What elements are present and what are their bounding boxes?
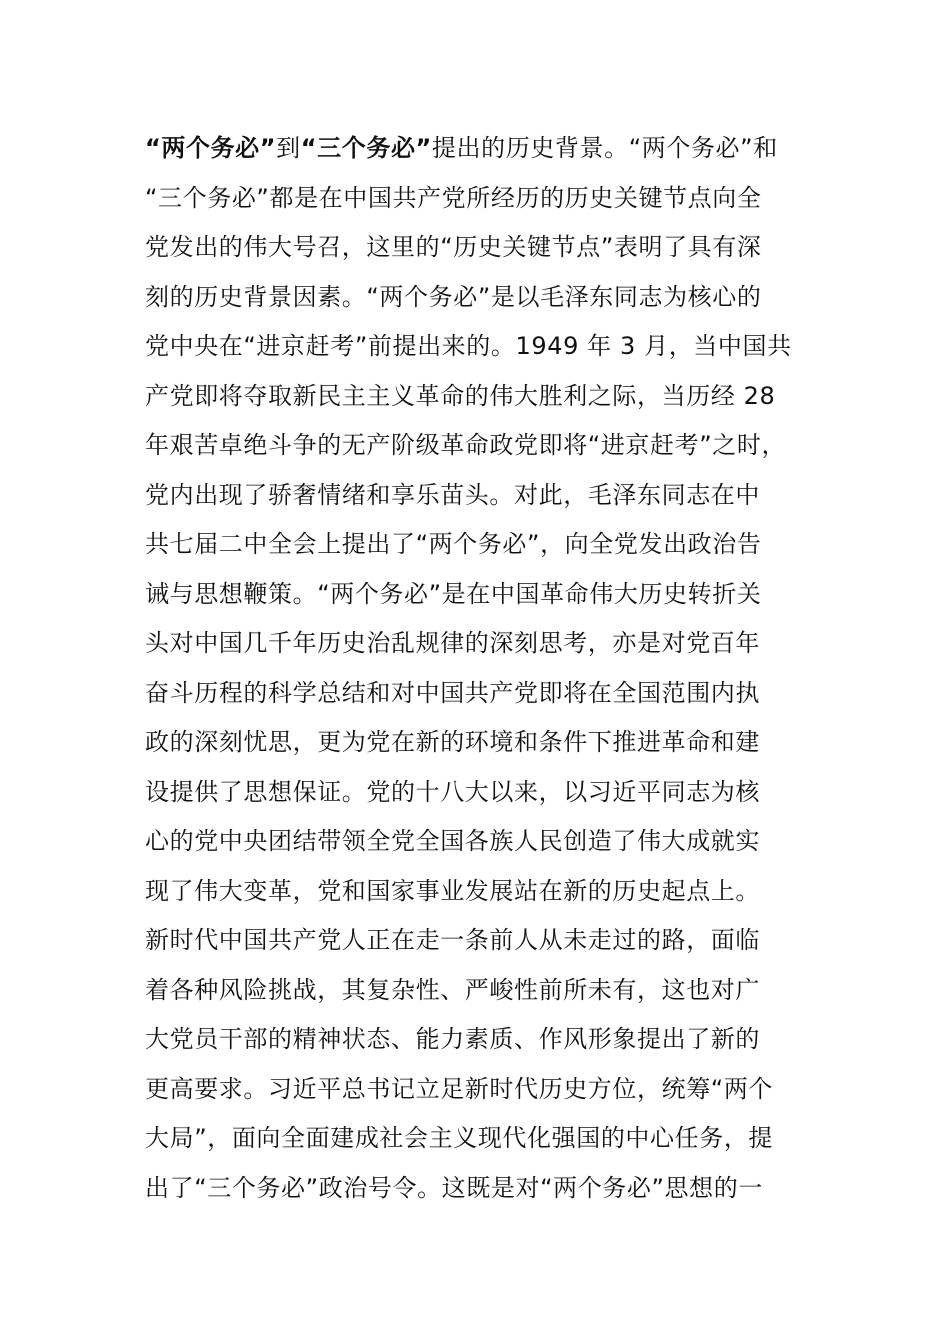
paragraph-line-15: 心的党中央团结带领全党全国各族人民创造了伟大成就实	[145, 827, 760, 855]
bold-heading-phrase-2: “三个务必”	[300, 134, 432, 162]
bold-heading-phrase-1: “两个务必”	[145, 134, 277, 162]
paragraph-line-17: 新时代中国共产党人正在走一条前人从未走过的路，面临	[145, 926, 760, 954]
paragraph-line-8: 党内出现了骄奢情绪和享乐苗头。对此，毛泽东同志在中	[145, 480, 760, 509]
paragraph-line-9: 共七届二中全会上提出了“两个务必”，向全党发出政治告	[145, 530, 762, 558]
paragraph-line-4: 刻的历史背景因素。“两个务必”是以毛泽东同志为核心的	[145, 282, 762, 311]
paragraph-line-18: 着各种风险挑战，其复杂性、严峻性前所未有，这也对广	[145, 975, 760, 1004]
paragraph-line-21: 大局”，面向全面建成社会主义现代化强国的中心任务，提	[145, 1124, 774, 1152]
paragraph-line-5: 党中央在“进京赶考”前提出来的。1949 年 3 月，当中国共	[145, 332, 792, 360]
line-continuation: 提出的历史背景。“两个务必”和	[431, 134, 778, 162]
paragraph-line-19: 大党员干部的精神状态、能力素质、作风形象提出了新的	[145, 1025, 760, 1053]
connector-text: 到	[276, 134, 301, 162]
paragraph-line-1	[145, 124, 825, 174]
paragraph-line-14: 设提供了思想保证。党的十八大以来，以习近平同志为核	[145, 777, 760, 806]
paragraph-line-3: 党发出的伟大号召，这里的“历史关键节点”表明了具有深	[145, 233, 762, 261]
paragraph-line-16: 现了伟大变革，党和国家事业发展站在新的历史起点上。	[145, 876, 760, 905]
body-paragraph	[145, 124, 825, 1213]
paragraph-line-2: “三个务必”都是在中国共产党所经历的历史关键节点向全	[145, 183, 762, 212]
paragraph-line-20: 更高要求。习近平总书记立足新时代历史方位，统筹“两个	[145, 1074, 774, 1103]
paragraph-line-12: 奋斗历程的科学总结和对中国共产党即将在全国范围内执	[145, 678, 760, 707]
paragraph-line-13: 政的深刻忧思，更为党在新的环境和条件下推进革命和建	[145, 728, 760, 756]
paragraph-line-7: 年艰苦卓绝斗争的无产阶级革命政党即将“进京赶考”之时，	[145, 431, 787, 459]
paragraph-line-6: 产党即将夺取新民主主义革命的伟大胜利之际，当历经 28	[145, 381, 776, 410]
paragraph-line-11: 头对中国几千年历史治乱规律的深刻思考，亦是对党百年	[145, 629, 760, 657]
paragraph-line-10: 诫与思想鞭策。“两个务必”是在中国革命伟大历史转折关	[145, 579, 762, 608]
paragraph-line-22: 出了“三个务必”政治号令。这既是对“两个务必”思想的一	[145, 1173, 763, 1202]
